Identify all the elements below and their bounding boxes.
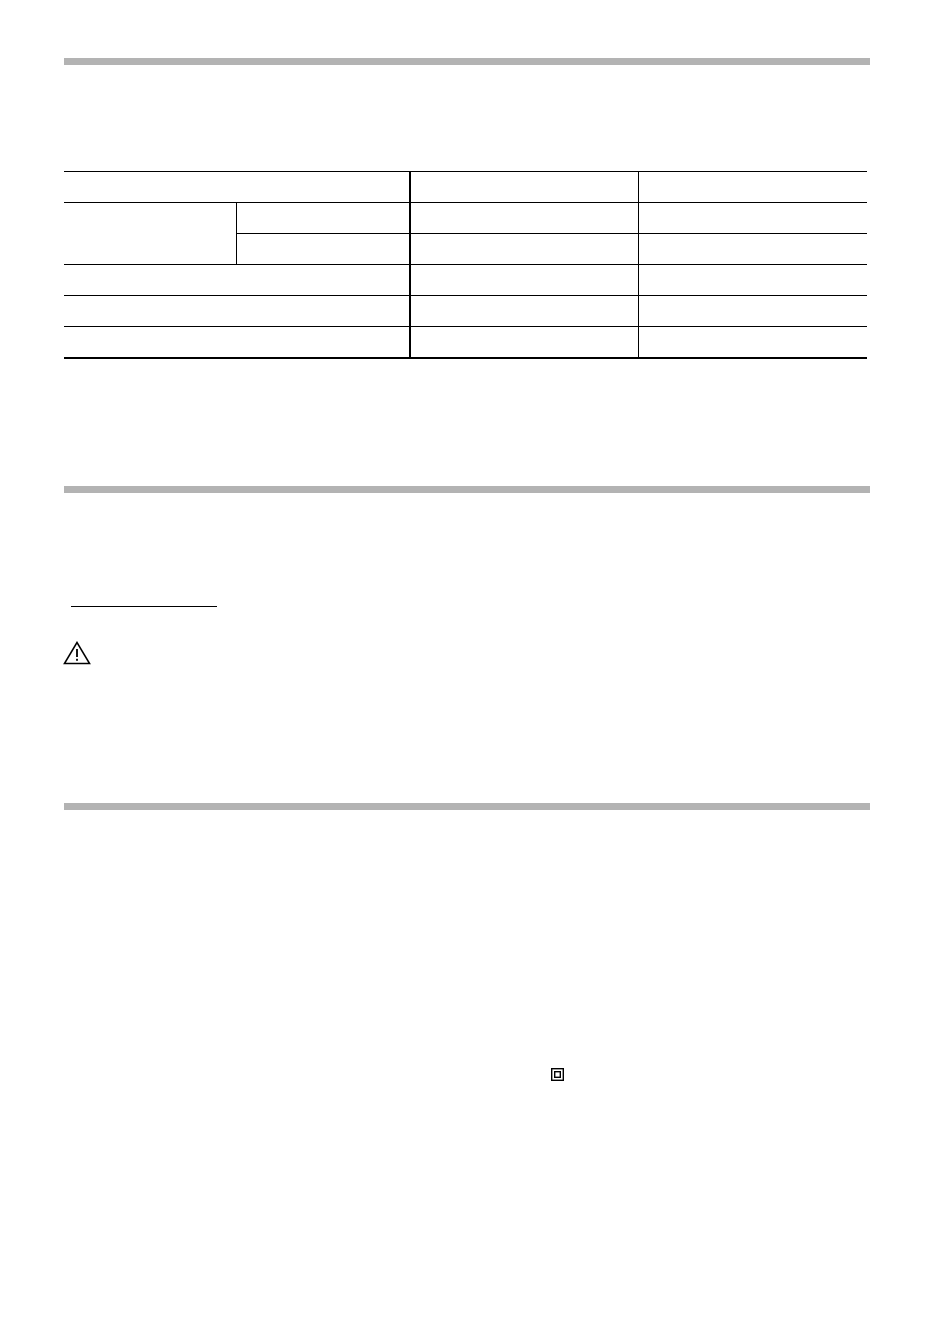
table-row-divider bbox=[64, 326, 867, 327]
table-row-divider bbox=[64, 295, 867, 296]
table-row-divider bbox=[236, 233, 867, 234]
double-insulation-icon bbox=[551, 1068, 564, 1081]
section-divider-3 bbox=[64, 803, 870, 810]
table-top-border bbox=[64, 171, 867, 172]
table-bottom-border bbox=[64, 357, 867, 359]
section-divider-2 bbox=[64, 486, 870, 493]
table-column-divider bbox=[638, 171, 639, 359]
heading-underline bbox=[71, 606, 217, 607]
table-column-divider bbox=[236, 202, 237, 264]
warning-triangle-icon bbox=[63, 641, 91, 665]
table-row-divider bbox=[64, 202, 867, 203]
table-column-divider bbox=[409, 171, 411, 359]
table-row-divider bbox=[64, 264, 867, 265]
specifications-table bbox=[64, 171, 867, 359]
section-divider-1 bbox=[64, 58, 870, 65]
